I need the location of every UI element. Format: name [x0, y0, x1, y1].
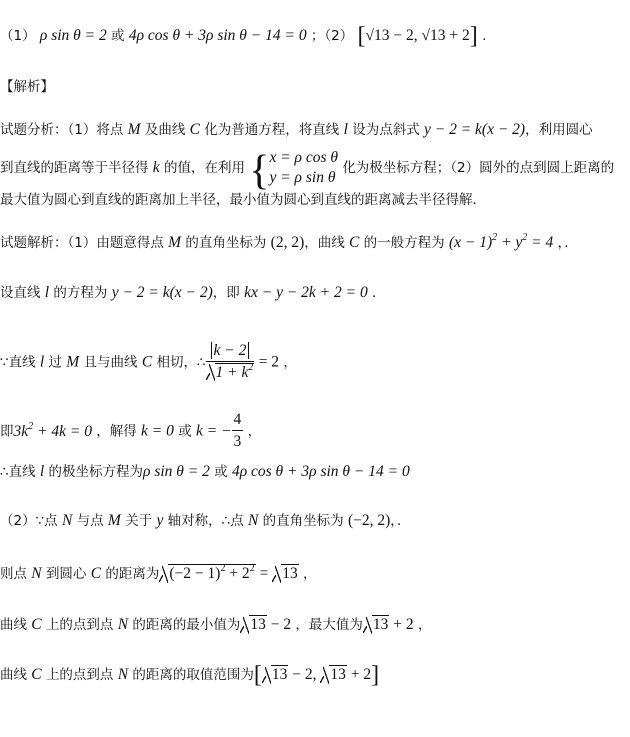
- exponent: 2: [28, 420, 34, 432]
- left-bracket: [: [357, 23, 366, 49]
- or-text: 或: [111, 28, 125, 44]
- var-M: M: [66, 353, 80, 371]
- distance-fraction: [206, 341, 255, 384]
- point-slope-eq: y − 2 = k(x − 2): [424, 121, 526, 138]
- left-bracket: [: [253, 662, 262, 688]
- eq-part: 3k: [13, 422, 29, 440]
- eq-part: = 4: [527, 234, 554, 251]
- solution-line-6: [0, 511, 411, 531]
- radicand: 13: [372, 616, 389, 633]
- text: ，解得: [96, 423, 137, 440]
- text: ，曲线: [304, 235, 345, 251]
- fraction-denominator: 3: [233, 433, 242, 450]
- text: 或: [214, 464, 228, 480]
- text: 的一般方程为: [363, 235, 445, 251]
- radicand: (−2 − 1): [169, 565, 221, 582]
- range-sqrt-2: [320, 665, 347, 685]
- text: 设直线: [0, 285, 41, 301]
- eq-part: − 2: [266, 616, 292, 633]
- solution-line-8: [0, 615, 431, 635]
- var-C: C: [349, 234, 360, 251]
- eq-part: + 4k = 0: [33, 422, 92, 440]
- text: 曲线: [0, 667, 27, 683]
- distance-sqrt: [159, 564, 255, 584]
- analysis-line-2: [0, 148, 615, 194]
- max-sqrt: [363, 615, 390, 635]
- var-N: N: [248, 512, 259, 529]
- analysis-line-1: [0, 120, 593, 140]
- var-l: l: [39, 463, 45, 480]
- range-sqrt-1: [262, 665, 289, 685]
- text: （2）∵点: [0, 513, 58, 529]
- exponent: 2: [492, 232, 498, 243]
- eq-part: (x − 1): [448, 234, 493, 251]
- solution-line-1: [0, 233, 578, 253]
- polar-conversion-system: [269, 148, 338, 188]
- k-value: k = −: [195, 422, 232, 440]
- eq-part: + 2: [346, 666, 372, 683]
- k-value-zero: k = 0: [141, 422, 174, 440]
- eq-part: + 2: [389, 616, 414, 633]
- eq-part: =: [255, 565, 273, 582]
- text: 或: [178, 423, 192, 440]
- point-N-coords: (−2, 2): [347, 512, 391, 529]
- text: 的直角坐标为: [185, 235, 267, 251]
- text: 的方程为: [53, 285, 108, 301]
- var-N: N: [61, 512, 73, 529]
- var-C: C: [31, 616, 42, 633]
- var-M: M: [127, 121, 141, 138]
- polar-eq-1: ρ sin θ = 2: [143, 463, 210, 480]
- eq-part: = 2: [258, 353, 280, 371]
- text: 的距离的取值范围为: [132, 667, 254, 683]
- text: ．: [372, 285, 386, 301]
- text: 到圆心: [45, 566, 87, 582]
- exponent: 2: [522, 232, 528, 243]
- result-sqrt: [272, 564, 299, 584]
- text: 相切，∴: [156, 354, 206, 371]
- text: 的直角坐标为: [262, 513, 344, 529]
- text: 上的点到点: [45, 667, 114, 683]
- radicand: 13: [271, 666, 288, 683]
- text: 到直线的距离等于半径得: [0, 160, 149, 176]
- var-C: C: [141, 353, 153, 371]
- text: 过: [48, 354, 62, 371]
- fraction-denominator: 1 + k: [215, 364, 249, 381]
- radicand: 13: [282, 565, 298, 582]
- min-sqrt: [240, 615, 267, 635]
- text: 的距离的最小值为: [132, 617, 241, 633]
- answer-line: [0, 23, 487, 49]
- text: 及曲线: [144, 122, 186, 138]
- text: 关于: [125, 513, 153, 529]
- k-fraction: [232, 410, 244, 453]
- var-y: y: [156, 512, 164, 529]
- text: ∴直线: [0, 464, 36, 480]
- text: ，最大值为: [295, 617, 363, 633]
- fraction-numerator: 4: [232, 410, 244, 431]
- text: 则点: [0, 566, 27, 582]
- text: ，利用圆心: [525, 122, 593, 138]
- circle-equation: [449, 234, 553, 251]
- var-k: k: [152, 159, 160, 176]
- left-brace: {: [249, 148, 270, 194]
- text: ，．: [557, 235, 578, 251]
- period-text: .: [482, 28, 487, 44]
- text: ，: [283, 354, 297, 371]
- text: 且与曲线: [83, 354, 138, 371]
- text: 的极坐标方程为: [48, 464, 143, 480]
- text: 的值，在利用: [163, 160, 245, 176]
- solution-line-2: [0, 283, 386, 303]
- var-M: M: [107, 512, 121, 529]
- line-general-eq: kx − y − 2k + 2 = 0: [244, 284, 368, 301]
- text: 试题解析：（1）由题意得点: [0, 235, 164, 251]
- text: ，: [302, 566, 317, 582]
- solution-line-7: [0, 564, 316, 584]
- answer-eq2: 4ρ cos θ + 3ρ sin θ − 14 = 0: [128, 27, 307, 44]
- text: 与点: [76, 513, 104, 529]
- text: 化为普通方程，将直线: [204, 122, 340, 138]
- exponent: 2: [220, 563, 226, 574]
- system-row-1: x = ρ cos θ: [269, 149, 339, 166]
- var-C: C: [31, 666, 42, 683]
- text: 的距离为: [105, 566, 160, 582]
- answer-eq1: ρ sin θ = 2: [39, 27, 107, 44]
- text: ，．: [390, 513, 411, 529]
- eq-part: − 2,: [288, 666, 321, 683]
- solution-line-3: [0, 341, 297, 384]
- var-l: l: [343, 121, 348, 138]
- text: ∵直线: [0, 354, 36, 371]
- radicand: 13: [250, 616, 266, 633]
- text: ，: [417, 617, 432, 633]
- exponent: 2: [249, 563, 255, 574]
- radicand: + 2: [225, 565, 250, 582]
- text: 轴对称，∴点: [167, 513, 244, 529]
- var-l: l: [44, 284, 50, 301]
- part-label: （1）: [0, 28, 36, 44]
- analysis-line-3: 最大值为圆心到直线的距离加上半径，最小值为圆心到直线的距离减去半径得解．: [0, 192, 486, 208]
- text: 设为点斜式: [352, 122, 420, 138]
- text: 即: [0, 423, 14, 440]
- text: 上的点到点: [45, 617, 114, 633]
- var-N: N: [117, 616, 129, 633]
- var-l: l: [39, 353, 45, 371]
- text: 曲线: [0, 617, 27, 633]
- exponent: 2: [248, 362, 254, 373]
- text: 化为极坐标方程；（2）圆外的点到圆上距离的: [342, 160, 615, 176]
- solution-line-4: [0, 410, 261, 453]
- text: ，即: [212, 285, 240, 301]
- var-C: C: [189, 121, 200, 138]
- text: 试题分析：（1）将点: [0, 122, 124, 138]
- eq-part: + y: [497, 234, 523, 251]
- point-M-coords: (2, 2): [270, 234, 305, 251]
- system-row-2: y = ρ sin θ: [269, 169, 336, 186]
- answer-range: √13 − 2, √13 + 2: [365, 27, 470, 44]
- separator-text: ；（2）: [310, 28, 354, 44]
- right-bracket: ]: [469, 23, 478, 49]
- var-M: M: [168, 234, 182, 251]
- analysis-header: 【解析】: [0, 79, 54, 95]
- text: ，: [247, 423, 262, 440]
- polar-eq-2: 4ρ cos θ + 3ρ sin θ − 14 = 0: [231, 463, 410, 480]
- fraction-numerator: k − 2: [211, 342, 250, 359]
- line-eq: y − 2 = k(x − 2): [111, 284, 213, 301]
- var-N: N: [117, 666, 129, 683]
- var-N: N: [31, 565, 42, 582]
- right-bracket: ]: [371, 662, 380, 688]
- solution-line-5: [0, 462, 410, 482]
- sqrt-symbol: [206, 362, 255, 384]
- var-C: C: [90, 565, 102, 582]
- solution-line-9: [0, 662, 380, 688]
- radicand: 13: [330, 666, 346, 683]
